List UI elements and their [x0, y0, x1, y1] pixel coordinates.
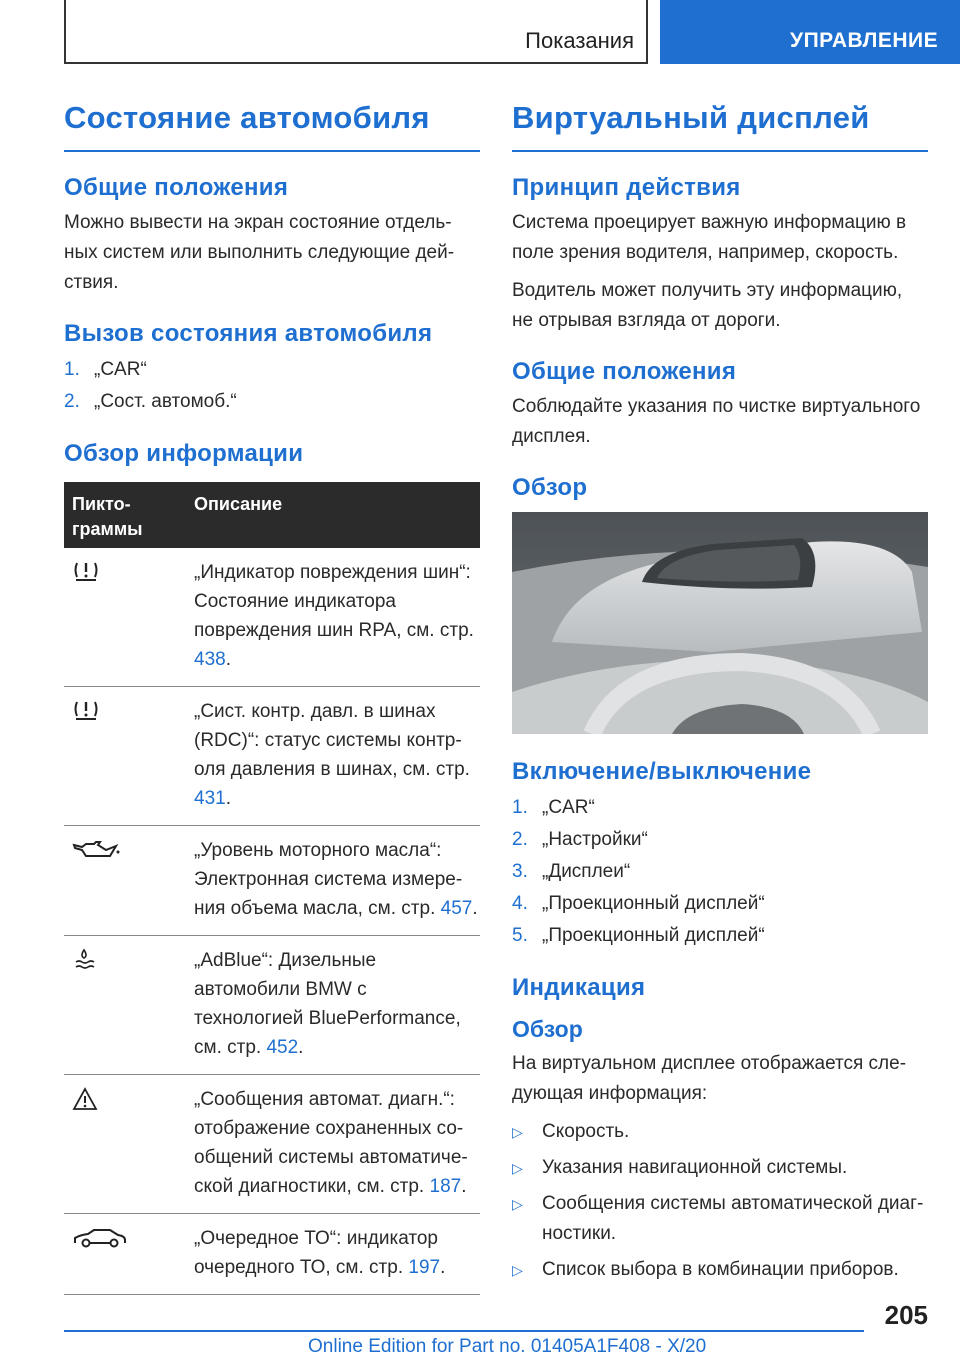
table-header: [64, 482, 480, 548]
table-row: [64, 1075, 480, 1214]
hud-illustration: [512, 512, 928, 734]
indication-heading: Индикация: [512, 974, 646, 1001]
adblue-icon: [72, 948, 96, 970]
page-link[interactable]: 457: [440, 898, 473, 919]
right-general-section: [512, 358, 928, 452]
principle-section: [512, 174, 928, 336]
table-row: [64, 1214, 480, 1295]
principle-text-1: Система проецирует важную информацию в поле зрения водителя, например, скорость.: [512, 212, 907, 263]
info-table: [64, 482, 480, 1295]
header-chapter-tab: [660, 0, 960, 64]
triangle-bullet-icon: ▷: [512, 1160, 523, 1176]
page-link[interactable]: 431: [194, 788, 226, 809]
step-item: 5. „Проекционный дисплей“: [512, 925, 765, 946]
row-description: „AdBlue“: Дизельные автомобили BMW с технологией BluePerformance, см. стр. 452.: [194, 950, 461, 1058]
page-link[interactable]: 452: [266, 1037, 299, 1058]
indication-list: [512, 1117, 928, 1285]
list-item: ▷ Сообщения системы автоматической диаг-ностики.: [512, 1189, 928, 1249]
principle-text-2: Водитель может получить эту информацию, не отрывая взгляда от дороги.: [512, 280, 903, 331]
service-car-icon: [72, 1226, 128, 1250]
left-title: Состояние автомобиля: [64, 100, 480, 152]
step-item: 3. „Дисплеи“: [512, 861, 631, 882]
table-row: [64, 936, 480, 1075]
right-title: Виртуальный дисплей: [512, 100, 928, 152]
call-status-section: [64, 320, 480, 418]
page-link[interactable]: 438: [194, 649, 226, 670]
tire-pressure-icon: [72, 699, 100, 721]
onoff-heading: Включение/выключение: [512, 758, 812, 785]
indication-text: На виртуальном дисплее отображается сле-дующая информация:: [512, 1053, 907, 1104]
page-link[interactable]: 197: [408, 1257, 441, 1278]
triangle-bullet-icon: ▷: [512, 1262, 523, 1278]
list-item: ▷ Указания навигационной системы.: [512, 1153, 928, 1183]
section-label: Показания: [525, 28, 634, 53]
row-description: „Индикатор повреждения шин“: Состояние индикатора повреждения шин RPA, см. стр. 438.: [194, 562, 474, 670]
col-header-icon: Пикто-граммы: [72, 494, 143, 539]
principle-heading: Принцип действия: [512, 174, 741, 201]
right-column: [512, 100, 928, 1307]
list-item: ▷ Скорость.: [512, 1117, 928, 1147]
right-general-heading: Общие положения: [512, 358, 737, 385]
overview-heading: Обзор: [512, 474, 588, 501]
onoff-steps: [512, 792, 928, 952]
triangle-bullet-icon: ▷: [512, 1124, 523, 1140]
right-general-text: Соблюдайте указания по чистке виртуального дисплея.: [512, 396, 921, 447]
row-description: „Сообщения автомат. диагн.“: отображение сохраненных со-общений системы автоматиче-ской диагностики, см. стр. 187.: [194, 1089, 468, 1197]
onoff-section: [512, 758, 928, 952]
row-description: „Очередное ТО“: индикатор очередного ТО, см. стр. 197.: [194, 1228, 446, 1278]
left-general-text: Можно вывести на экран состояние отдель-ных систем или выполнить следующие дей-ствия.: [64, 212, 455, 293]
indication-subheading: Обзор: [512, 1016, 583, 1042]
triangle-bullet-icon: ▷: [512, 1196, 523, 1212]
row-description: „Уровень моторного масла“: Электронная система измере-ния объема масла, см. стр. 457.: [194, 840, 478, 919]
page-number: 205: [884, 1300, 928, 1330]
left-general-heading: Общие положения: [64, 174, 289, 201]
info-overview-heading: Обзор информации: [64, 440, 304, 467]
tire-warning-icon: [72, 560, 100, 582]
list-item: ▷ Список выбора в комбинации приборов.: [512, 1255, 928, 1285]
row-description: „Сист. контр. давл. в шинах (RDC)“: статус системы контр-оля давления в шинах, см. стр. 431.: [194, 701, 470, 809]
oil-can-icon: [72, 838, 122, 860]
warning-triangle-icon: [72, 1087, 98, 1111]
head-up-display-photo: [512, 512, 928, 734]
step-item: 1. „CAR“: [512, 797, 595, 818]
call-status-heading: Вызов состояния автомобиля: [64, 320, 433, 347]
table-row: [64, 687, 480, 826]
col-header-description: Описание: [194, 494, 283, 514]
page-link[interactable]: 187: [429, 1176, 462, 1197]
table-row: [64, 548, 480, 687]
step-item: 1. „CAR“: [64, 359, 147, 380]
step-item: 2. „Сост. автомоб.“: [64, 391, 237, 412]
step-item: 4. „Проекционный дисплей“: [512, 893, 765, 914]
call-status-steps: [64, 354, 480, 418]
left-column: [64, 100, 480, 1317]
indication-section: [512, 974, 928, 1285]
step-item: 2. „Настройки“: [512, 829, 648, 850]
left-general-section: [64, 174, 480, 298]
footer-edition: Online Edition for Part no. 01405A1F408 - X/20: [308, 1336, 707, 1357]
header-section-tab: [64, 0, 648, 64]
footer-divider: [64, 1330, 864, 1332]
info-overview-section: [64, 440, 480, 1295]
table-row: [64, 826, 480, 936]
chapter-label: УПРАВЛЕНИЕ: [790, 29, 939, 52]
